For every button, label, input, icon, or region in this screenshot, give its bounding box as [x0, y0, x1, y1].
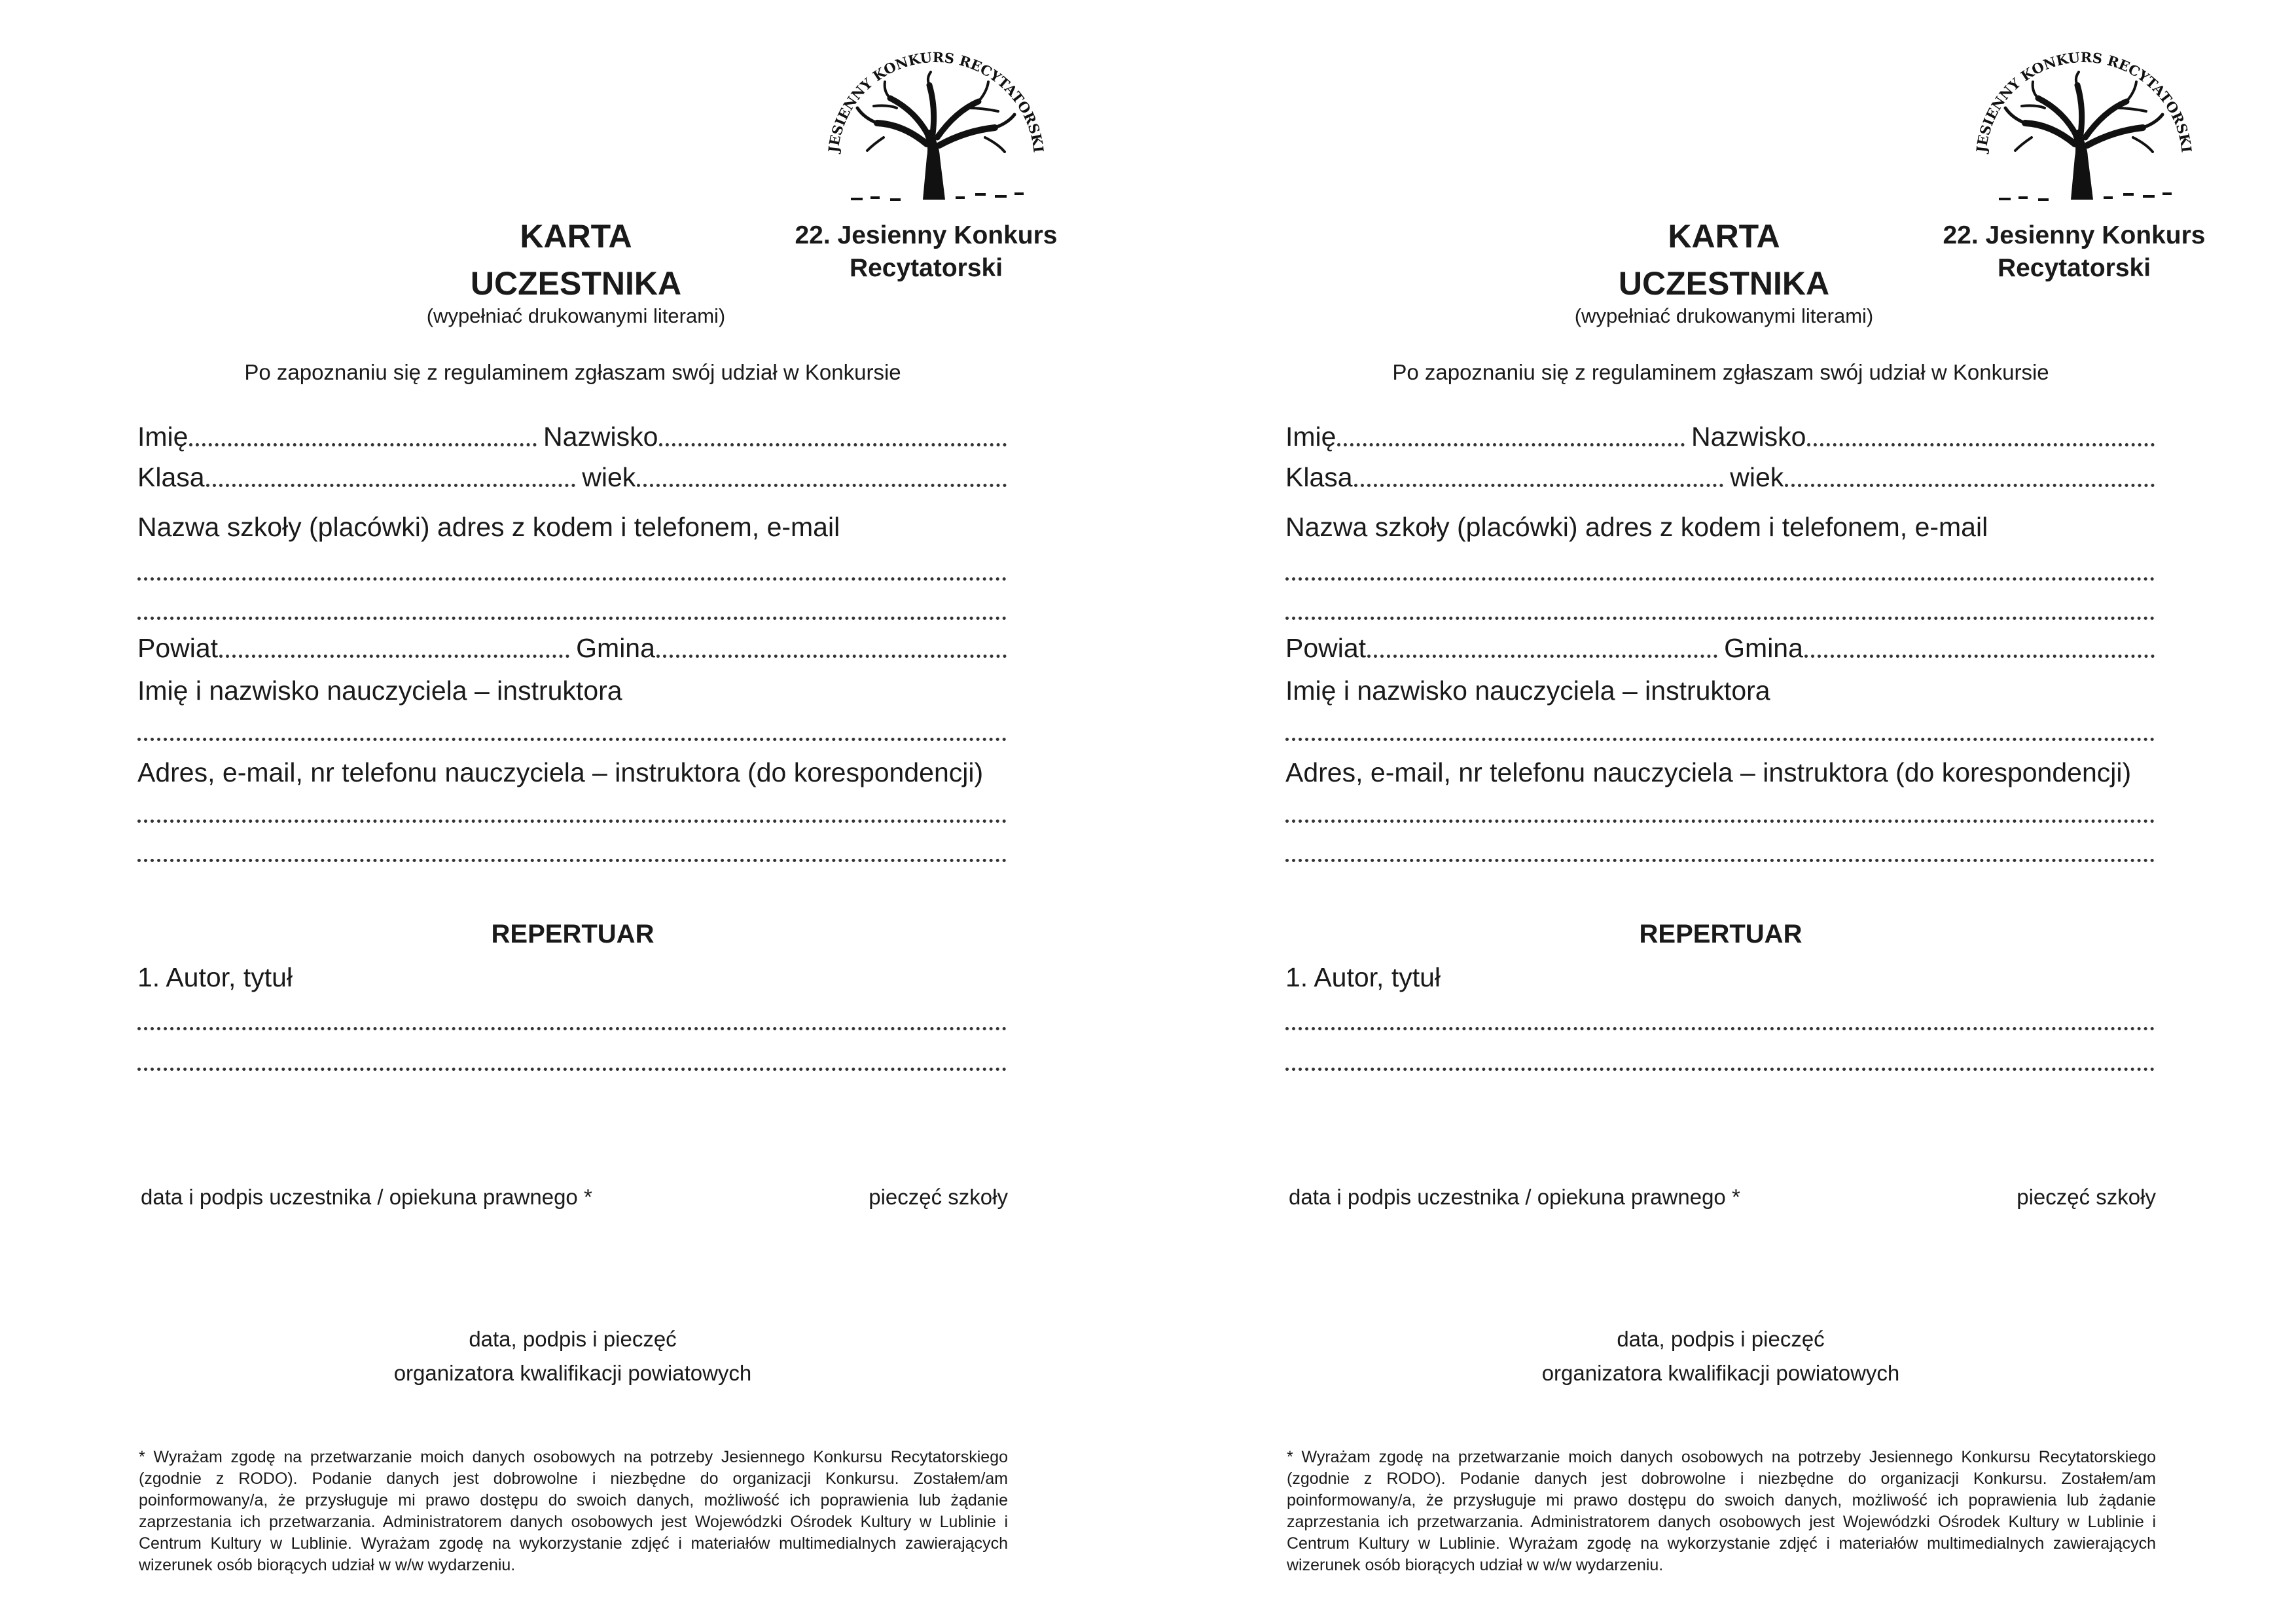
- first-name-label: Imię: [137, 422, 188, 452]
- repertoire-line-1: [1285, 1003, 2156, 1036]
- svg-text:JESIENNY KONKURS RECYTATORSKI: JESIENNY KONKURS RECYTATORSKI: [825, 48, 1047, 154]
- teacher-name-label: Imię i nazwisko nauczyciela – instruktora: [137, 676, 622, 706]
- school-line-2: [137, 592, 1008, 625]
- teacher-contact-line-1: [137, 795, 1008, 828]
- school-field-2[interactable]: [137, 617, 1007, 620]
- teacher-contact-field-1[interactable]: [1285, 820, 2155, 823]
- participant-card-right: [1148, 0, 2296, 1624]
- municipality-label: Gmina: [576, 633, 655, 663]
- teacher-name-line: [1285, 713, 2156, 746]
- name-row: [137, 419, 1008, 452]
- age-field[interactable]: [637, 484, 1007, 487]
- repertoire-field-2[interactable]: [1285, 1068, 2155, 1071]
- class-label: Klasa: [1285, 462, 1353, 492]
- school-line-1: [137, 553, 1008, 586]
- municipality-field[interactable]: [1804, 655, 2155, 658]
- county-field[interactable]: [219, 655, 569, 658]
- county-field[interactable]: [1367, 655, 1717, 658]
- contest-name: 22. Jesienny Konkurs Recytatorski: [1943, 221, 2206, 282]
- teacher-contact-line-1: [1285, 795, 2156, 828]
- class-field[interactable]: [206, 484, 576, 487]
- school-line-2: [1285, 592, 2156, 625]
- school-stamp-label: pieczęć szkoły: [2017, 1185, 2156, 1209]
- teacher-name-line: [137, 713, 1008, 746]
- name-row: [1285, 419, 2156, 452]
- repertoire-line-2: [1285, 1043, 2156, 1076]
- class-row: [1285, 460, 2156, 492]
- teacher-contact-label: Adres, e-mail, nr telefonu nauczyciela – instruktora (do korespondencji): [1285, 757, 2132, 787]
- repertoire-item-label: 1. Autor, tytuł: [137, 962, 293, 992]
- class-field[interactable]: [1354, 484, 1724, 487]
- first-name-label: Imię: [1285, 422, 1336, 452]
- municipality-label: Gmina: [1724, 633, 1803, 663]
- first-name-field[interactable]: [189, 443, 537, 446]
- first-name-field[interactable]: [1337, 443, 1685, 446]
- teacher-contact-field-1[interactable]: [137, 820, 1007, 823]
- teacher-contact-line-2: [1285, 835, 2156, 867]
- last-name-label: Nazwisko: [1691, 422, 1806, 452]
- repertoire-field-1[interactable]: [137, 1027, 1007, 1030]
- school-line-1: [1285, 553, 2156, 586]
- teacher-name-label: Imię i nazwisko nauczyciela – instruktora: [1285, 676, 1770, 706]
- county-row: [137, 630, 1008, 663]
- repertoire-title: REPERTUAR: [491, 920, 655, 948]
- municipality-field[interactable]: [656, 655, 1007, 658]
- teacher-contact-field-2[interactable]: [137, 859, 1007, 862]
- tree-logo-icon: [1960, 46, 2208, 209]
- page-title: KARTA UCZESTNIKA: [470, 218, 682, 302]
- organizer-signature: data, podpis i pieczęć organizatora kwalifikacji powiatowych: [1541, 1327, 1900, 1385]
- consent-footnote: * Wyrażam zgodę na przetwarzanie moich danych osobowych na potrzeby Jesiennego Konkursu Recytatorskiego (zgodnie z RODO). Podanie danych jest dobrowolne i niezbędne do organizacji Konkursu. Zostałem/am poinformowany/a, że przysługuje mi prawo dostępu do swoich danych, możliwość ich poprawienia lub żądanie zaprzestania ich przetwarzania. Administratorem danych osobowych jest Wojewódzki Ośrodek Kultury w Lublinie i Centrum Kultury w Lublinie. Wyrażam zgodę na wykorzystanie zdjęć i materiałów multimedialnych zawierających wizerunek osób biorących udział w w/w wydarzeniu.: [139, 1448, 1008, 1574]
- repertoire-field-1[interactable]: [1285, 1027, 2155, 1030]
- organizer-signature: data, podpis i pieczęć organizatora kwalifikacji powiatowych: [393, 1327, 752, 1385]
- last-name-label: Nazwisko: [543, 422, 658, 452]
- class-label: Klasa: [137, 462, 205, 492]
- contest-name: 22. Jesienny Konkurs Recytatorski: [795, 221, 1058, 282]
- intro-text: Po zapoznaniu się z regulaminem zgłaszam swój udział w Konkursie: [244, 360, 901, 384]
- repertoire-line-1: [137, 1003, 1008, 1036]
- consent-footnote: * Wyrażam zgodę na przetwarzanie moich danych osobowych na potrzeby Jesiennego Konkursu Recytatorskiego (zgodnie z RODO). Podanie danych jest dobrowolne i niezbędne do organizacji Konkursu. Zostałem/am poinformowany/a, że przysługuje mi prawo dostępu do swoich danych, możliwość ich poprawienia lub żądanie zaprzestania ich przetwarzania. Administratorem danych osobowych jest Wojewódzki Ośrodek Kultury w Lublinie i Centrum Kultury w Lublinie. Wyrażam zgodę na wykorzystanie zdjęć i materiałów multimedialnych zawierających wizerunek osób biorących udział w w/w wydarzeniu.: [1287, 1448, 2156, 1574]
- age-field[interactable]: [1785, 484, 2155, 487]
- school-field-1[interactable]: [1285, 577, 2155, 581]
- tree-logo-icon: [812, 46, 1060, 209]
- teacher-contact-line-2: [137, 835, 1008, 867]
- county-label: Powiat: [1285, 633, 1367, 663]
- school-field-2[interactable]: [1285, 617, 2155, 620]
- intro-text: Po zapoznaniu się z regulaminem zgłaszam swój udział w Konkursie: [1392, 360, 2049, 384]
- svg-text:JESIENNY KONKURS RECYTATORSKI: JESIENNY KONKURS RECYTATORSKI: [1973, 48, 2195, 154]
- last-name-field[interactable]: [1807, 443, 2155, 446]
- participant-signature-label: data i podpis uczestnika / opiekuna prawnego *: [141, 1185, 592, 1209]
- school-field-1[interactable]: [137, 577, 1007, 581]
- county-row: [1285, 630, 2156, 663]
- repertoire-field-2[interactable]: [137, 1068, 1007, 1071]
- page-title: KARTA UCZESTNIKA: [1618, 218, 1830, 302]
- last-name-field[interactable]: [659, 443, 1007, 446]
- repertoire-item-label: 1. Autor, tytuł: [1285, 962, 1441, 992]
- county-label: Powiat: [137, 633, 219, 663]
- repertoire-title: REPERTUAR: [1639, 920, 1803, 948]
- form-subtitle: (wypełniać drukowanymi literami): [426, 304, 726, 327]
- signature-row: [1289, 1185, 2156, 1210]
- teacher-contact-label: Adres, e-mail, nr telefonu nauczyciela – instruktora (do korespondencji): [137, 757, 984, 787]
- school-label: Nazwa szkoły (placówki) adres z kodem i telefonem, e-mail: [1285, 512, 1988, 542]
- teacher-name-field[interactable]: [137, 738, 1007, 741]
- teacher-contact-field-2[interactable]: [1285, 859, 2155, 862]
- school-stamp-label: pieczęć szkoły: [869, 1185, 1008, 1209]
- participant-signature-label: data i podpis uczestnika / opiekuna prawnego *: [1289, 1185, 1740, 1209]
- age-label: wiek: [582, 462, 636, 492]
- school-label: Nazwa szkoły (placówki) adres z kodem i telefonem, e-mail: [137, 512, 840, 542]
- repertoire-line-2: [137, 1043, 1008, 1076]
- form-subtitle: (wypełniać drukowanymi literami): [1574, 304, 1874, 327]
- class-row: [137, 460, 1008, 492]
- signature-row: [141, 1185, 1008, 1210]
- age-label: wiek: [1730, 462, 1784, 492]
- teacher-name-field[interactable]: [1285, 738, 2155, 741]
